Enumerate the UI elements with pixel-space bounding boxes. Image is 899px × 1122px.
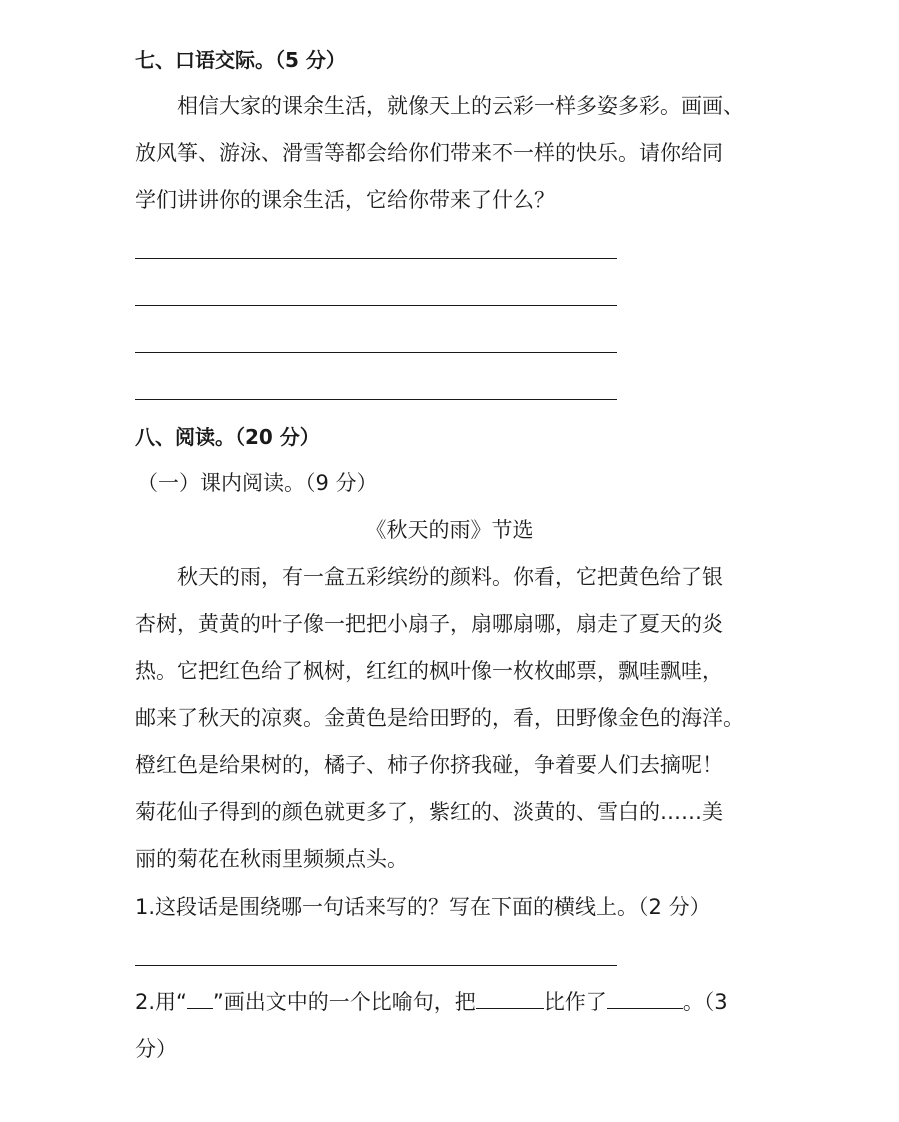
passage-line-5: 橙红色是给果树的，橘子、柿子你挤我碰，争着要人们去摘呢！: [135, 753, 723, 777]
q2-text-3: 比作了: [543, 990, 607, 1014]
section-7-paragraph-line-2: 放风筝、游泳、滑雪等都会给你们带来不一样的快乐。请你给同: [135, 141, 723, 165]
section-7-paragraph-line-1: 相信大家的课余生活，就像天上的云彩一样多姿多彩。画画、: [177, 94, 744, 118]
q2-blank-1[interactable]: [476, 988, 544, 1009]
answer-line[interactable]: [135, 258, 617, 259]
section-8-title: 八、阅读。（20 分）: [135, 425, 320, 449]
q2-blank-2[interactable]: [607, 988, 683, 1009]
passage-line-7: 丽的菊花在秋雨里频频点头。: [135, 847, 408, 871]
q2-text-1: 2.用“: [135, 990, 187, 1014]
question-2-continued: 分）: [135, 1037, 177, 1061]
q2-text-2: ”画出文中的一个比喻句，把: [212, 990, 476, 1014]
subsection-title: （一）课内阅读。（9 分）: [137, 471, 378, 495]
question-1: 1.这段话是围绕哪一句话来写的？写在下面的横线上。（2 分）: [135, 895, 711, 919]
passage-line-4: 邮来了秋天的凉爽。金黄色是给田野的，看，田野像金色的海洋。: [135, 706, 744, 730]
question-2: [135, 988, 728, 1016]
section-7-title: 七、口语交际。（5 分）: [135, 48, 346, 72]
q2-text-4: 。（3: [682, 990, 728, 1014]
answer-line[interactable]: [135, 305, 617, 306]
answer-line[interactable]: [135, 399, 617, 400]
passage-line-3: 热。它把红色给了枫树，红红的枫叶像一枚枚邮票，飘哇飘哇，: [135, 659, 723, 683]
q2-underline-sample: [187, 988, 213, 1009]
passage-line-1: 秋天的雨，有一盒五彩缤纷的颜料。你看，它把黄色给了银: [177, 565, 723, 589]
section-7-paragraph-line-3: 学们讲讲你的课余生活，它给你带来了什么？: [135, 188, 555, 212]
passage-title: 《秋天的雨》节选: [365, 518, 534, 542]
passage-line-6: 菊花仙子得到的颜色就更多了，紫红的、淡黄的、雪白的……美: [135, 800, 723, 824]
answer-line[interactable]: [135, 965, 617, 966]
passage-line-2: 杏树，黄黄的叶子像一把把小扇子，扇哪扇哪，扇走了夏天的炎: [135, 612, 723, 636]
answer-line[interactable]: [135, 352, 617, 353]
